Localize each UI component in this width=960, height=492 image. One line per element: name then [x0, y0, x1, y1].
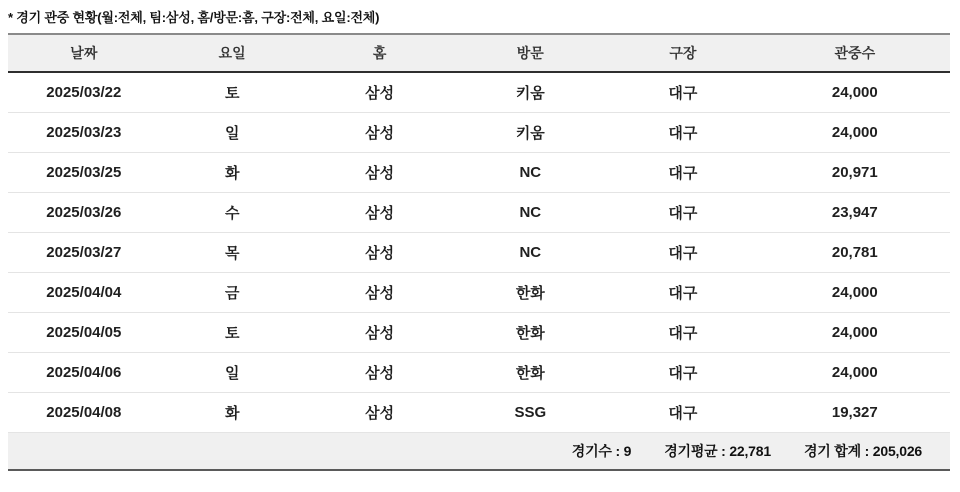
cell-away: 키움 [515, 125, 545, 142]
cell-stadium: 대구 [668, 245, 698, 262]
cell-attendance: 24,000 [831, 324, 878, 341]
cell-away: SSG [514, 404, 547, 421]
cell-day: 토 [224, 85, 240, 102]
cell-day: 토 [224, 325, 240, 342]
cell-attendance: 24,000 [831, 124, 878, 141]
cell-stadium: 대구 [668, 285, 698, 302]
cell-away: 키움 [515, 85, 545, 102]
column-header-day: 요일 [218, 45, 246, 61]
table-row [8, 193, 950, 233]
cell-attendance: 23,947 [831, 204, 878, 221]
cell-stadium: 대구 [668, 165, 698, 182]
table-row [8, 233, 950, 273]
cell-home: 삼성 [365, 325, 395, 342]
table-row [8, 393, 950, 433]
cell-day: 일 [224, 365, 240, 382]
cell-day: 목 [224, 245, 240, 262]
cell-home: 삼성 [365, 245, 395, 262]
cell-stadium: 대구 [668, 125, 698, 142]
table-row [8, 353, 950, 393]
cell-away: 한화 [515, 365, 545, 382]
cell-date: 2025/03/23 [46, 124, 122, 141]
cell-home: 삼성 [365, 165, 395, 182]
report-title: * 경기 관중 현황(월:전체, 팀:삼성, 홈/방문:홈, 구장:전체, 요일:전체) [8, 10, 380, 25]
cell-day: 일 [224, 125, 240, 142]
cell-away: NC [519, 204, 542, 221]
cell-date: 2025/03/22 [46, 84, 122, 101]
cell-stadium: 대구 [668, 365, 698, 382]
cell-away: 한화 [515, 325, 545, 342]
table-row [8, 73, 950, 113]
cell-day: 화 [224, 165, 240, 182]
cell-attendance: 24,000 [831, 364, 878, 381]
column-header-stadium: 구장 [669, 45, 697, 61]
cell-attendance: 24,000 [831, 84, 878, 101]
cell-attendance: 19,327 [831, 404, 878, 421]
cell-date: 2025/04/06 [46, 364, 122, 381]
cell-home: 삼성 [365, 205, 395, 222]
cell-date: 2025/04/04 [46, 284, 122, 301]
cell-away: NC [519, 244, 542, 261]
table-row [8, 313, 950, 353]
summary-game-total: 경기 합계 : 205,026 [803, 443, 922, 459]
cell-home: 삼성 [365, 285, 395, 302]
cell-home: 삼성 [365, 125, 395, 142]
summary-game-average: 경기평균 : 22,781 [664, 443, 771, 459]
cell-attendance: 20,781 [831, 244, 878, 261]
summary-game-count: 경기수 : 9 [571, 443, 632, 459]
table-row [8, 113, 950, 153]
attendance-table [8, 33, 950, 471]
column-header-date: 날짜 [70, 45, 98, 61]
cell-attendance: 20,971 [831, 164, 878, 181]
table-summary-row [8, 433, 950, 471]
cell-date: 2025/04/05 [46, 324, 122, 341]
table-row [8, 273, 950, 313]
cell-stadium: 대구 [668, 325, 698, 342]
table-header-row [8, 33, 950, 73]
cell-day: 화 [224, 405, 240, 422]
cell-day: 수 [224, 205, 240, 222]
cell-away: 한화 [515, 285, 545, 302]
column-header-home: 홈 [372, 45, 387, 61]
cell-home: 삼성 [365, 365, 395, 382]
column-header-away: 방문 [516, 45, 544, 61]
cell-date: 2025/03/25 [46, 164, 122, 181]
cell-date: 2025/03/27 [46, 244, 122, 261]
cell-home: 삼성 [365, 85, 395, 102]
column-header-attendance: 관중수 [834, 45, 876, 61]
cell-date: 2025/03/26 [46, 204, 122, 221]
cell-attendance: 24,000 [831, 284, 878, 301]
cell-stadium: 대구 [668, 205, 698, 222]
cell-home: 삼성 [365, 405, 395, 422]
cell-stadium: 대구 [668, 405, 698, 422]
cell-day: 금 [224, 285, 240, 302]
cell-away: NC [519, 164, 542, 181]
cell-stadium: 대구 [668, 85, 698, 102]
table-row [8, 153, 950, 193]
cell-date: 2025/04/08 [46, 404, 122, 421]
